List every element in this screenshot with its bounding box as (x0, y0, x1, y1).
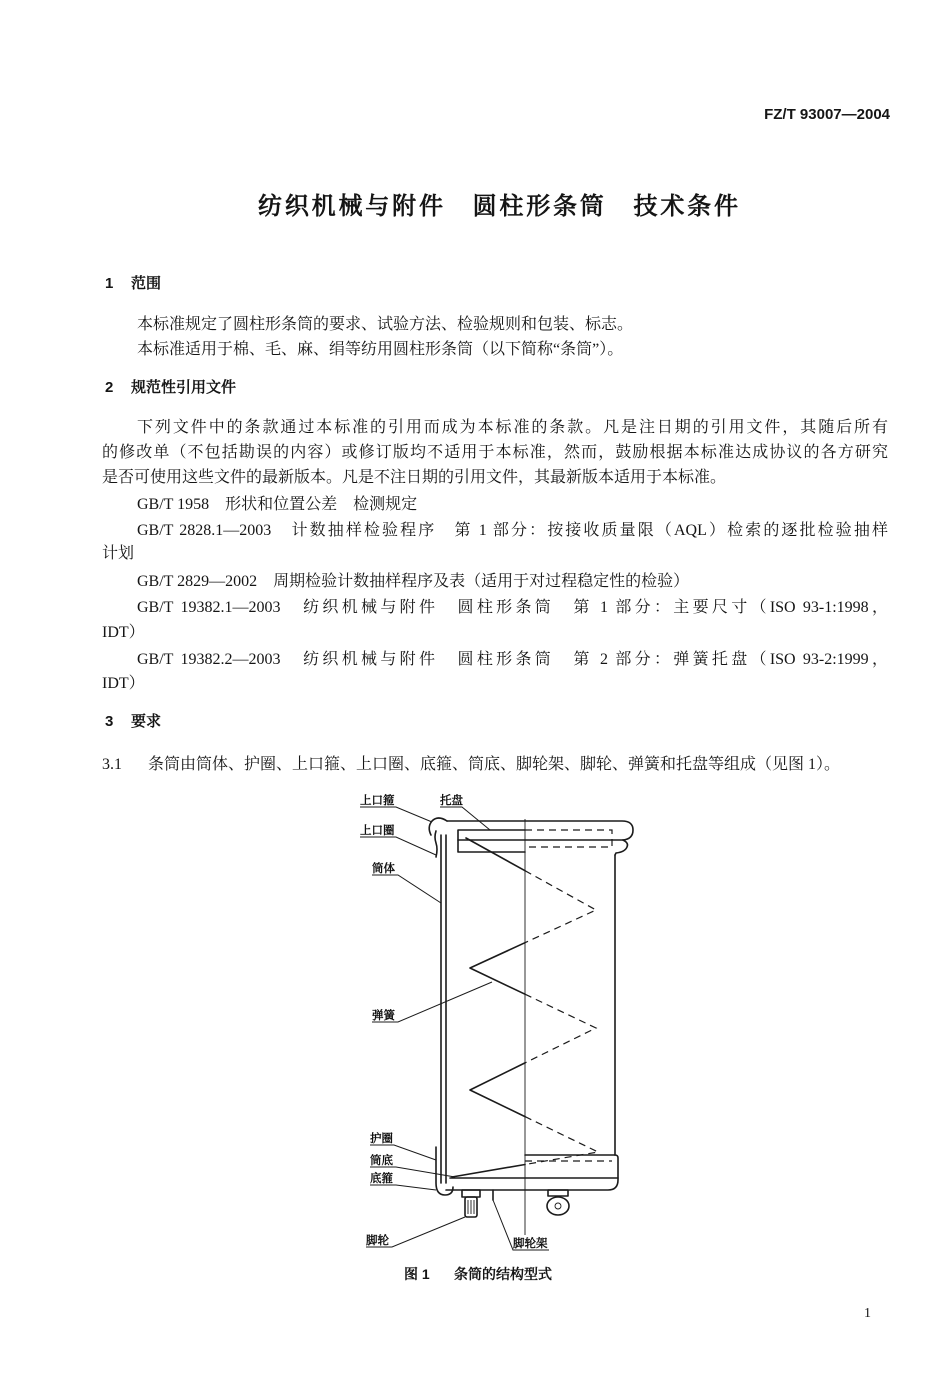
clause-number: 3.1 (102, 756, 122, 773)
top-rim (429, 818, 633, 857)
spring-back-coil (525, 994, 596, 1063)
figure-title: 条筒的结构型式 (454, 1266, 552, 1282)
caster-hub (555, 1203, 561, 1209)
leader-can-body (372, 875, 441, 903)
section-title: 规范性引用文件 (131, 379, 237, 396)
caster-bracket (462, 1190, 480, 1197)
reference-item: GB/T 19382.1—2003 纺织机械与附件 圆柱形条筒 第 1 部分：主要尺寸（ISO 93-1:1998， (137, 599, 888, 616)
rim-profile (615, 840, 628, 855)
section-2-heading (105, 376, 236, 400)
spring-back-coil (525, 871, 596, 943)
label-caster-bracket: 脚轮架 (513, 1238, 548, 1250)
leader-bottom-hoop (370, 1185, 436, 1190)
document-title: 纺织机械与附件 圆柱形条筒 技术条件 (258, 193, 738, 220)
reference-item: GB/T 2828.1—2003 计数抽样检验程序 第 1 部分：按接收质量限（AQL）检索的逐批检验抽样 (137, 522, 888, 539)
tray-back (525, 830, 612, 847)
bottom-hoop-outline (446, 1155, 618, 1190)
reference-item: GB/T 1958 形状和位置公差 检测规定 (137, 496, 418, 513)
caster-left (462, 1190, 480, 1217)
spring-front-coil (466, 838, 525, 871)
guard-ring-strip (436, 1147, 453, 1195)
paragraph-line: 下列文件中的条款通过本标准的引用而成为本标准的条款。凡是注日期的引用文件，其随后所有 (137, 419, 888, 436)
paragraph-line: 本标准规定了圆柱形条筒的要求、试验方法、检验规则和包装、标志。 (137, 316, 634, 333)
reference-item-continued: IDT） (102, 675, 145, 692)
label-spring: 弹簧 (372, 1010, 395, 1022)
section-title: 范围 (131, 275, 162, 292)
tray-front (458, 830, 525, 852)
label-top-ring: 上口圈 (360, 825, 395, 837)
label-can-body: 筒体 (372, 863, 395, 875)
leader-top-hoop (360, 807, 432, 822)
reference-item-continued: IDT） (102, 624, 145, 641)
can-structure-diagram (350, 785, 650, 1260)
label-bottom-hoop: 底箍 (370, 1173, 393, 1185)
label-caster: 脚轮 (366, 1235, 389, 1247)
spring-front-coil (470, 1063, 525, 1117)
paragraph-line: 是否可使用这些文件的最新版本。凡是不注日期的引用文件，其最新版本适用于本标准。 (102, 469, 727, 486)
standard-code: FZ/T 93007—2004 (764, 106, 890, 123)
clause-3-1 (102, 753, 840, 777)
caster-bracket (548, 1190, 568, 1196)
figure-caption (404, 1263, 552, 1285)
page-number: 1 (864, 1306, 871, 1321)
paragraph-line: 的修改单（不包括勘误的内容）或修订版均不适用于本标准，然而，鼓励根据本标准达成协议的各方研究 (102, 444, 888, 461)
section-number: 2 (105, 379, 114, 396)
label-guard-ring: 护圈 (370, 1133, 393, 1145)
top-hoop-curl (429, 818, 447, 835)
top-ring-strip (435, 831, 437, 857)
reference-item-continued: 计划 (102, 545, 135, 562)
spring-front-coil (452, 1165, 525, 1178)
caster-hatch (468, 1200, 474, 1214)
label-top-hoop: 上口箍 (360, 795, 395, 807)
label-tray: 托盘 (440, 795, 463, 807)
leader-top-ring (360, 837, 436, 855)
leader-tray (440, 807, 490, 830)
section-number: 3 (105, 713, 114, 730)
section-title: 要求 (131, 713, 162, 730)
tray (458, 830, 612, 852)
reference-item: GB/T 19382.2—2003 纺织机械与附件 圆柱形条筒 第 2 部分：弹簧托盘（ISO 93-2:1999， (137, 651, 888, 668)
bottom-assembly (436, 1147, 618, 1195)
caster-right (547, 1190, 569, 1215)
section-3-heading (105, 710, 161, 734)
spring-front-coil (470, 943, 525, 995)
can-body (441, 835, 615, 1183)
caster-wheel (547, 1197, 569, 1215)
spring-back-coil (525, 1117, 598, 1165)
paragraph-line: 本标准适用于棉、毛、麻、绢等纺用圆柱形条筒（以下简称“条筒”）。 (137, 341, 624, 358)
section-number: 1 (105, 275, 114, 292)
clause-text: 条筒由筒体、护圈、上口箍、上口圈、底箍、筒底、脚轮架、脚轮、弹簧和托盘等组成（见图 1）。 (148, 756, 841, 773)
label-can-bottom: 筒底 (370, 1155, 393, 1167)
figure-number: 图 1 (404, 1266, 430, 1282)
section-1-heading (105, 272, 161, 296)
reference-item: GB/T 2829—2002 周期检验计数抽样程序及表（适用于对过程稳定性的检验） (137, 573, 690, 590)
